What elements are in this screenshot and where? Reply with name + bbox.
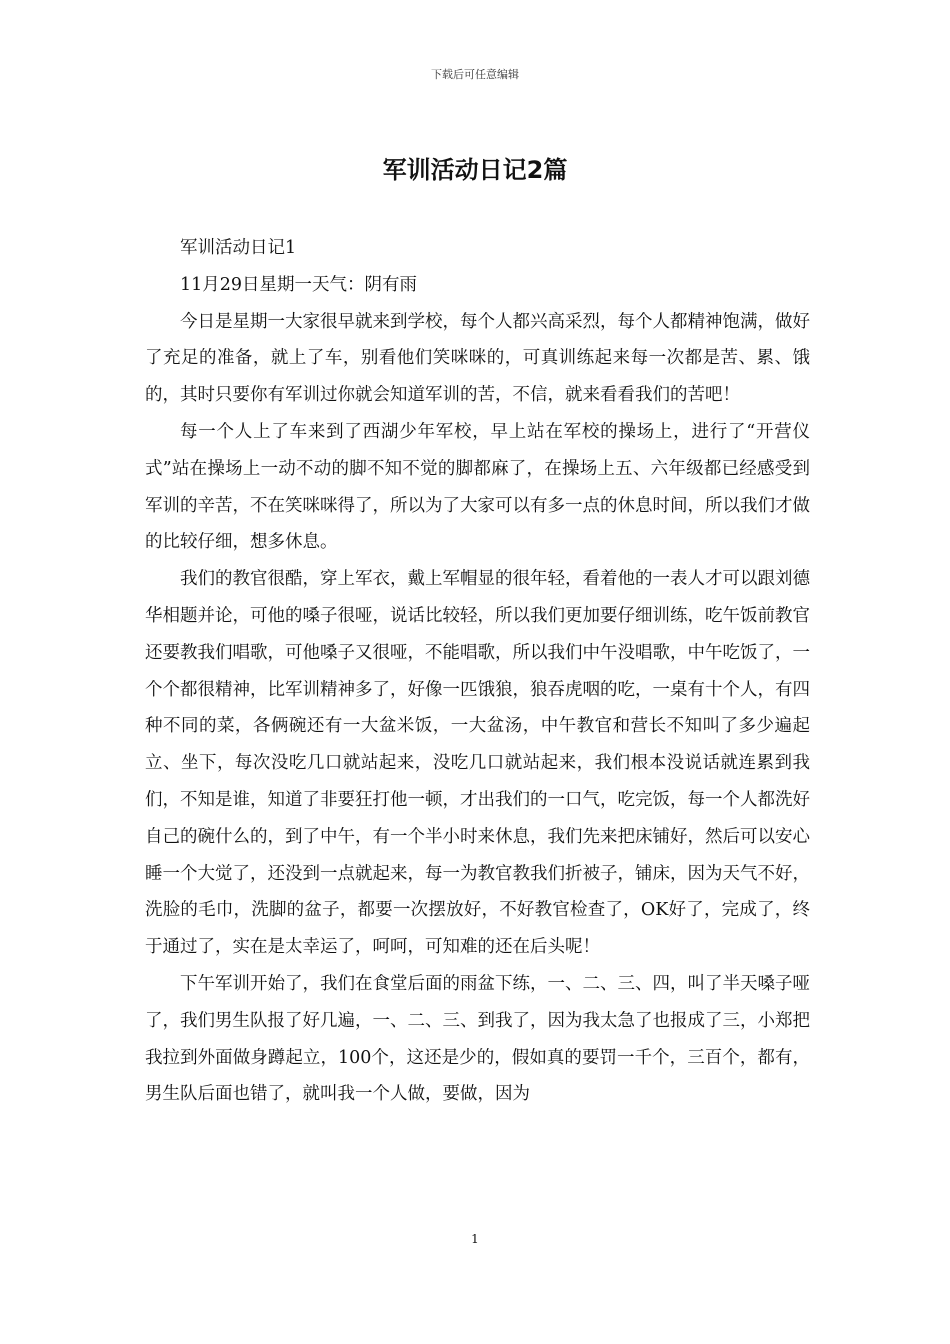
page-header-note: 下载后可任意编辑 [431, 68, 519, 81]
body-paragraph: 每一个人上了车来到了西湖少年军校，早上站在军校的操场上，进行了“开营仪式”站在操场上一动不动的脚不知不觉的脚都麻了，在操场上五、六年级都已经感受到军训的辛苦，不在笑咪咪得了，所以为了大家可以有多一点的休息时间，所以我们才做的比较仔细，想多休息。 [145, 421, 810, 553]
body-paragraph: 今日是星期一大家很早就来到学校，每个人都兴高采烈，每个人都精神饱满，做好了充足的准备，就上了车，别看他们笑咪咪的，可真训练起来每一次都是苦、累、饿的，其时只要你有军训过你就会知道军训的苦，不信，就来看看我们的苦吧！ [145, 311, 810, 406]
body-paragraph: 下午军训开始了，我们在食堂后面的雨盆下练，一、二、三、四，叫了半天嗓子哑了，我们男生队报了好几遍，一、二、三、到我了，因为我太急了也报成了三，小郑把我拉到外面做身蹲起立，100个，这还是少的，假如真的要罚一千个，三百个，都有，男生队后面也错了，就叫我一个人做，要做，因为 [145, 973, 810, 1105]
subtitle-paragraph: 军训活动日记1 [180, 238, 297, 258]
page-number: 1 [471, 1232, 479, 1246]
date-weather-paragraph: 11月29日星期一天气：阴有雨 [180, 274, 418, 295]
body-paragraph: 我们的教官很酷，穿上军衣，戴上军帽显的很年轻，看着他的一表人才可以跟刘德华相题并论，可他的嗓子很哑，说话比较轻，所以我们更加要仔细训练，吃午饭前教官还要教我们唱歌，可他嗓子又很哑，不能唱歌，所以我们中午没唱歌，中午吃饭了，一个个都很精神，比军训精神多了，好像一匹饿狼，狼吞虎咽的吃，一桌有十个人，有四种不同的菜，各俩碗还有一大盆米饭，一大盆汤，中午教官和营长不知叫了多少遍起立、坐下，每次没吃几口就站起来，没吃几口就站起来，我们根本没说话就连累到我们，不知是谁，知道了非要狂打他一顿，才出我们的一口气，吃完饭，每一个人都洗好自己的碗什么的，到了中午，有一个半小时来休息，我们先来把床铺好，然后可以安心睡一个大觉了，还没到一点就起来，每一为教官教我们折被子，铺床，因为天气不好，洗脸的毛巾，洗脚的盆子，都要一次摆放好，不好教官检查了，OK好了，完成了，终于通过了，实在是太幸运了，呵呵，可知难的还在后头呢！ [145, 569, 810, 958]
document-title: 军训活动日记2篇 [382, 156, 568, 184]
document-body [145, 230, 810, 1113]
